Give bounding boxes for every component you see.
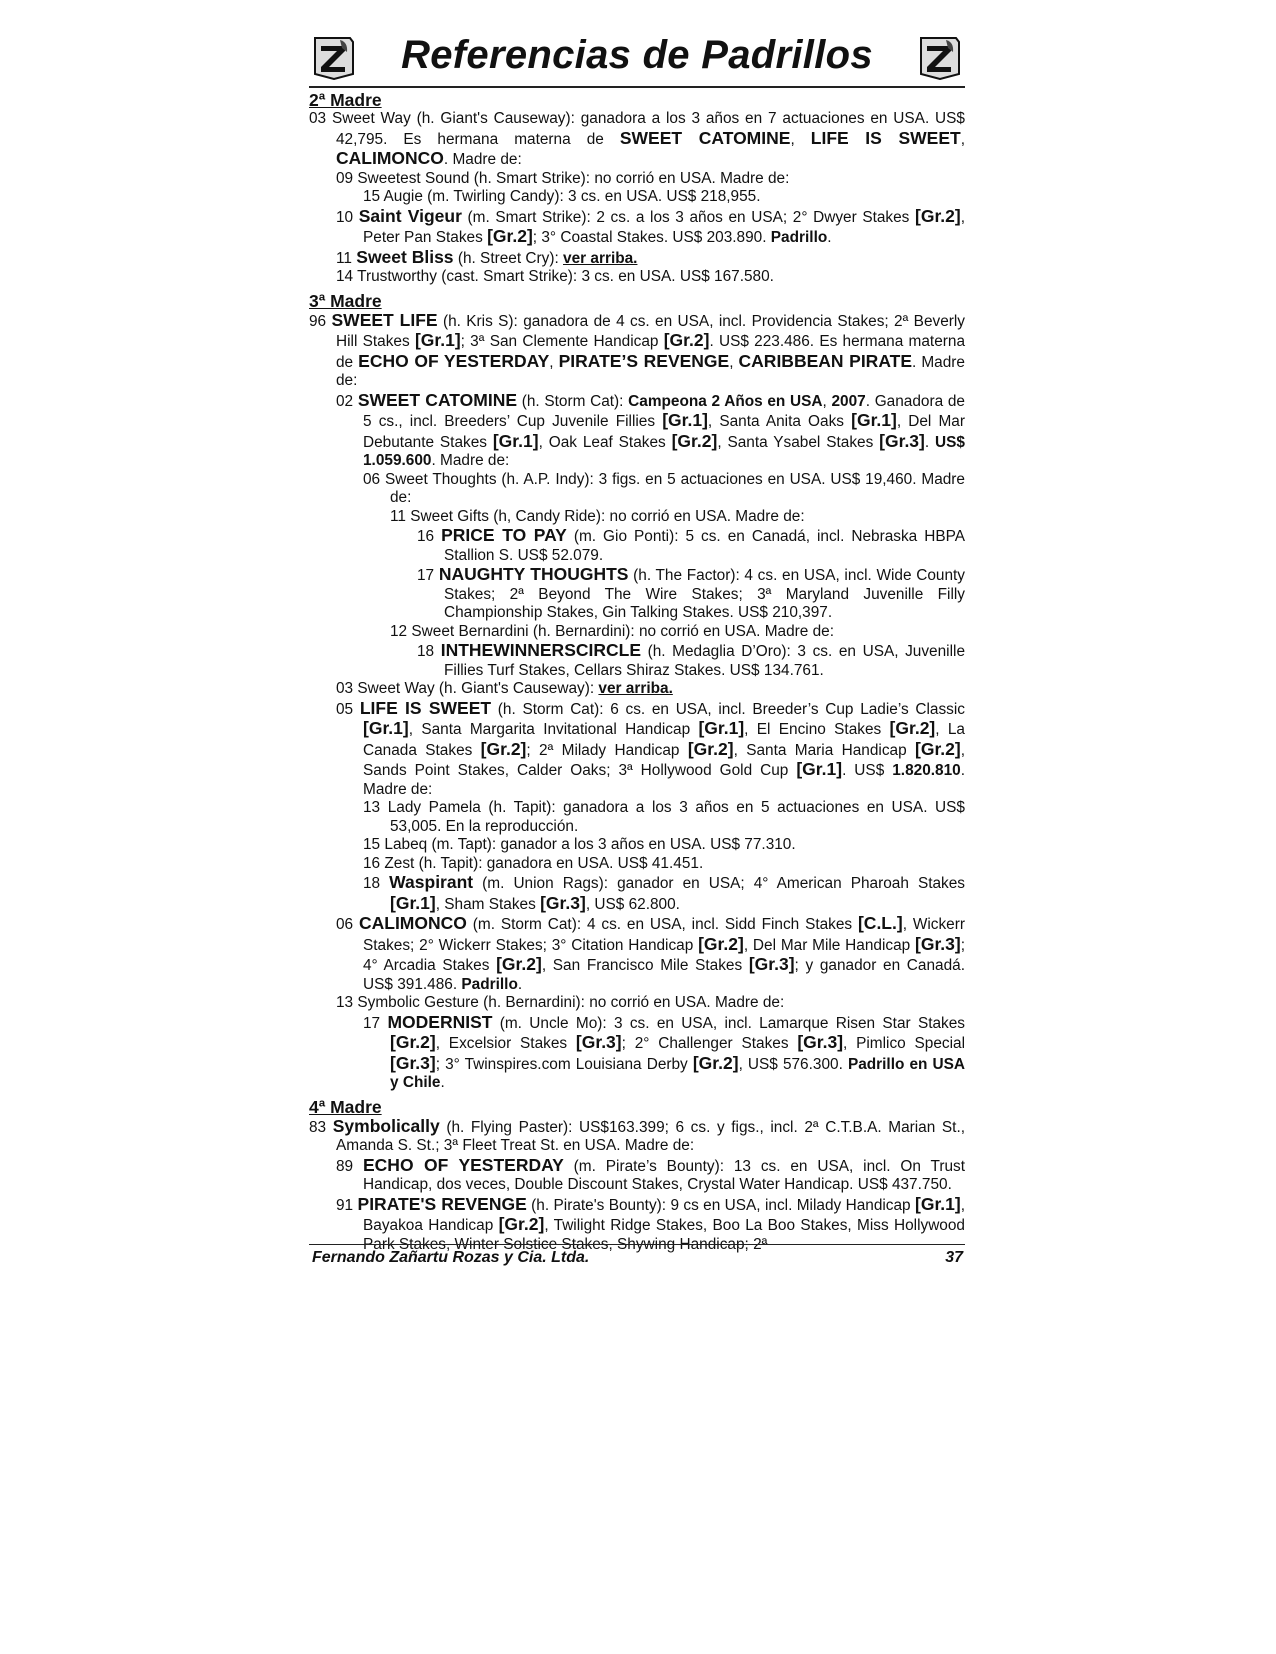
horse-name: Saint Vigeur [358, 205, 462, 226]
horse-name: SWEET LIFE [331, 309, 438, 330]
entry-text: , Excelsior Stakes [435, 1035, 576, 1052]
race-grade: [Gr.1] [851, 410, 897, 430]
entry-text: Padrillo [770, 229, 828, 246]
entry-text: , El Encino Stakes [744, 721, 890, 738]
race-grade: [Gr.2] [498, 1214, 545, 1234]
race-grade: [Gr.2] [480, 738, 527, 759]
pedigree-entry [309, 1156, 965, 1195]
pedigree-entry [309, 699, 965, 800]
race-grade: [C.L.] [857, 913, 903, 933]
race-grade: [Gr.2] [487, 226, 533, 246]
race-grade: [Gr.2] [687, 738, 734, 759]
entry-text: ; 3° Coastal Stakes. US$ 203.890. [532, 229, 771, 246]
horse-name: CALIMONCO [336, 148, 444, 168]
entry-text: 89 [336, 1157, 363, 1175]
horse-name: ECHO OF YESTERDAY [363, 1154, 564, 1175]
entry-text: (m. Union Rags): ganador en USA; 4° American Pharoah Stakes [473, 875, 965, 892]
entry-text: , [549, 353, 559, 371]
entry-text: , Bayakoa Handicap [363, 1196, 965, 1234]
pedigree-content [309, 90, 965, 1254]
entry-text: 05 [336, 700, 360, 718]
horse-name: CALIMONCO [358, 913, 467, 933]
horse-name: CARIBBEAN PIRATE [738, 350, 913, 371]
entry-text: (m. Smart Strike): 2 cs. a los 3 años en USA; 2° Dwyer Stakes [461, 208, 915, 226]
pedigree-entry [309, 799, 965, 836]
entry-text: 11 [336, 249, 357, 267]
entry-text: ; 2° Challenger Stakes [621, 1035, 798, 1052]
pedigree-entry [309, 623, 965, 642]
entry-text: . [924, 433, 936, 451]
entry-text: 13 Lady Pamela (h. Tapit): ganadora a los 3 años en 5 actuaciones en USA. US$ 53,005. En la reproducción. [363, 799, 965, 835]
horse-name: Sweet Bliss [356, 246, 454, 267]
entry-text: 02 [336, 392, 358, 410]
entry-text: . Madre de: [363, 762, 965, 798]
pedigree-entry [309, 170, 965, 189]
entry-text: 14 Trustworthy (cast. Smart Strike): 3 cs. en USA. US$ 167.580. [336, 268, 774, 285]
horse-name: LIFE IS SWEET [810, 127, 961, 148]
entry-text: 91 [336, 1196, 358, 1214]
entry-text: 15 Labeq (m. Tapt): ganador a los 3 años en USA. US$ 77.310. [363, 836, 796, 853]
entry-text: Campeona 2 Años en USA [628, 392, 823, 410]
race-grade: [Gr.2] [889, 718, 936, 738]
horse-head-shield-icon [918, 34, 962, 80]
entry-text: . [440, 1074, 445, 1091]
entry-text: 2007 [831, 392, 866, 410]
race-grade: [Gr.1] [390, 892, 436, 913]
entry-text: 16 Zest (h. Tapit): ganadora en USA. US$ 41.451. [363, 854, 704, 872]
race-grade: [Gr.1] [698, 718, 745, 738]
race-grade: [Gr.3] [748, 954, 795, 974]
horse-name: SWEET CATOMINE [357, 389, 518, 410]
cross-reference: ver arriba. [598, 680, 673, 697]
entry-text: ; 4° Arcadia Stakes [363, 936, 965, 974]
horse-name: INTHEWINNERSCIRCLE [440, 640, 642, 660]
entry-text: , Pimlico Special [843, 1035, 966, 1052]
race-grade: [Gr.2] [698, 933, 744, 954]
footer-company: Fernando Zañartu Rozas y Cia. Ltda. [312, 1249, 590, 1266]
entry-text: 06 [336, 916, 359, 933]
entry-text: , Sham Stakes [435, 895, 541, 913]
pedigree-entry [309, 855, 965, 874]
entry-text: ; 3ª San Clemente Handicap [460, 333, 664, 350]
race-grade: [Gr.2] [390, 1032, 436, 1052]
entry-text: 06 Sweet Thoughts (h. A.P. Indy): 3 figs. en 5 actuaciones en USA. US$ 19,460. Madre de: [363, 470, 965, 506]
entry-text: , Oak Leaf Stakes [538, 433, 672, 451]
section-heading: 2ª Madre [309, 90, 382, 110]
entry-text: . US$ 223.486. Es hermana materna de [336, 333, 965, 371]
entry-text: (h. Medaglia D’Oro): 3 cs. en USA, Juvenille Fillies Turf Stakes, Cellars Shiraz Stakes. US$ 134.761. [444, 643, 965, 679]
pedigree-entry [309, 248, 965, 269]
horse-name: MODERNIST [387, 1011, 493, 1032]
horse-name: PRICE TO PAY [441, 525, 567, 545]
race-grade: [Gr.1] [492, 430, 539, 451]
entry-text: (h. Flying Paster): US$163.399; 6 cs. y figs., incl. 2ª C.T.B.A. Marian St., Amanda S. St.; 3ª Fleet Treat St. en USA. Madre de: [336, 1118, 965, 1154]
entry-text: (m. Storm Cat): 4 cs. en USA, incl. Sidd Finch Stakes [466, 916, 858, 933]
pedigree-entry [309, 836, 965, 855]
entry-text: (h. Kris S): ganadora de 4 cs. en USA, incl. Providencia Stakes; 2ª Beverly Hill Stakes [336, 312, 965, 350]
page-header [309, 28, 965, 88]
entry-text: . Madre de: [336, 353, 965, 389]
entry-text: 96 [309, 312, 332, 330]
race-grade: [Gr.3] [575, 1032, 622, 1052]
entry-text: , Peter Pan Stakes [363, 208, 965, 246]
entry-text: , Santa Ysabel Stakes [717, 433, 880, 451]
entry-text: , Santa Anita Oaks [707, 413, 852, 430]
pedigree-entry [309, 110, 965, 170]
entry-text: (m. Pirate’s Bounty): 13 cs. en USA, incl. On Trust Handicap, dos veces, Double Discount Stakes, Crystal Water Handicap. US$ 437.750. [363, 1157, 965, 1193]
horse-name: NAUGHTY THOUGHTS [438, 564, 629, 584]
entry-text: 15 Augie (m. Twirling Candy): 3 cs. en USA. US$ 218,955. [363, 188, 761, 205]
race-grade: [Gr.3] [915, 933, 961, 954]
entry-text: 11 Sweet Gifts (h, Candy Ride): no corrió en USA. Madre de: [390, 507, 805, 525]
pedigree-entry [309, 268, 965, 287]
entry-text: (h. Storm Cat): 6 cs. en USA, incl. Breeder’s Cup Ladie’s Classic [491, 700, 965, 718]
pedigree-entry [309, 311, 965, 391]
pedigree-entry [309, 526, 965, 565]
race-grade: [Gr.3] [797, 1032, 844, 1052]
entry-text: 18 [363, 875, 390, 892]
pedigree-entry [309, 873, 965, 914]
entry-text: , US$ 62.800. [585, 895, 680, 913]
entry-text: , Santa Margarita Invitational Handicap [408, 721, 699, 738]
pedigree-entry [309, 188, 965, 207]
entry-text: ; 3° Twinspires.com Louisiana Derby [435, 1055, 693, 1073]
entry-text: , Sands Point Stakes, Calder Oaks; 3ª Hollywood Gold Cup [363, 741, 965, 779]
race-grade: [Gr.2] [663, 330, 710, 350]
entry-text: Padrillo [461, 975, 518, 993]
entry-text: (h. Pirate's Bounty): 9 cs en USA, incl. Milady Handicap [526, 1196, 915, 1214]
page-title: Referencias de Padrillos [401, 33, 873, 77]
horse-name: Waspirant [389, 872, 474, 892]
entry-text: , [729, 353, 739, 371]
entry-text: 09 Sweetest Sound (h. Smart Strike): no corrió en USA. Madre de: [336, 169, 790, 187]
entry-text: (m. Uncle Mo): 3 cs. en USA, incl. Lamarque Risen Star Stakes [492, 1014, 965, 1032]
pedigree-entry [309, 471, 965, 508]
race-grade: [Gr.2] [671, 430, 718, 451]
entry-text: , [960, 130, 965, 148]
race-grade: [Gr.1] [915, 1193, 961, 1214]
section-heading: 4ª Madre [309, 1096, 382, 1117]
entry-text: 83 [309, 1118, 333, 1136]
pedigree-entry [309, 207, 965, 248]
document-page [309, 28, 965, 1254]
page-footer [309, 1244, 965, 1269]
entry-text: 13 Symbolic Gesture (h. Bernardini): no corrió en USA. Madre de: [336, 994, 785, 1011]
entry-text: , La Canada Stakes [363, 721, 965, 759]
race-grade: [Gr.3] [540, 892, 586, 913]
horse-name: ECHO OF YESTERDAY [358, 350, 550, 371]
pedigree-entry [309, 914, 965, 994]
race-grade: [Gr.2] [915, 205, 961, 226]
race-grade: [Gr.3] [879, 430, 925, 451]
entry-text: 17 [363, 1014, 388, 1032]
race-grade: [Gr.1] [414, 330, 461, 350]
entry-text: , Twilight Ridge Stakes, Boo La Boo Stakes, Miss Hollywood Park Stakes, Winter Solstice Stakes, Shywing Handicap; 2ª [363, 1217, 965, 1253]
entry-text: 17 [417, 567, 439, 584]
entry-text: , US$ 576.300. [738, 1055, 848, 1073]
horse-name: PIRATE'S REVENGE [357, 1193, 527, 1214]
race-grade: [Gr.1] [363, 718, 409, 738]
race-grade: [Gr.2] [496, 954, 542, 974]
race-grade: [Gr.3] [390, 1052, 436, 1073]
pedigree-entry [309, 680, 965, 699]
section-heading: 3ª Madre [309, 290, 382, 311]
race-grade: [Gr.1] [662, 410, 708, 430]
pedigree-entry [309, 391, 965, 471]
entry-text: , [822, 392, 832, 410]
entry-text: Padrillo en USA y Chile [390, 1055, 966, 1091]
entry-text: , Del Mar Debutante Stakes [363, 413, 965, 451]
entry-text: , Del Mar Mile Handicap [743, 936, 915, 954]
entry-text: (m. Gio Ponti): 5 cs. en Canadá, incl. Nebraska HBPA Stallion S. US$ 52.079. [444, 528, 965, 564]
pedigree-entry [309, 508, 965, 527]
entry-text: . Ganadora de 5 cs., incl. Breeders’ Cup Juvenile Fillies [363, 392, 965, 430]
pedigree-entry [309, 1117, 965, 1156]
entry-text: , Wickerr Stakes; 2° Wickerr Stakes; 3° Citation Handicap [363, 916, 965, 954]
horse-name: SWEET CATOMINE [619, 127, 791, 148]
entry-text: . Madre de: [443, 151, 522, 168]
race-grade: [Gr.2] [915, 738, 961, 759]
horse-name: Symbolically [332, 1115, 440, 1136]
entry-text: , Santa Maria Handicap [733, 741, 915, 759]
cross-reference: ver arriba. [563, 249, 638, 267]
pedigree-entry [309, 994, 965, 1013]
entry-text: US$ 1.059.600 [363, 433, 965, 469]
entry-text: . US$ [842, 762, 893, 779]
entry-text: . [827, 229, 832, 246]
entry-text: , San Francisco Mile Stakes [541, 957, 749, 974]
pedigree-entry [309, 1013, 965, 1093]
entry-text: (h. The Factor): 4 cs. en USA, incl. Wide County Stakes; 2ª Beyond The Wire Stakes; 3ª Maryland Juvenille Filly Championship Stakes, Gin Talking Stakes. US$ 210,397. [444, 567, 965, 621]
entry-text: 18 [417, 643, 441, 660]
entry-text: . [517, 975, 523, 993]
entry-text: 12 Sweet Bernardini (h. Bernardini): no corrió en USA. Madre de: [390, 622, 834, 640]
entry-text: 16 [417, 528, 442, 545]
entry-text: , [790, 130, 811, 148]
race-grade: [Gr.2] [692, 1052, 739, 1073]
entry-text: ; y ganador en Canadá. US$ 391.486. [363, 957, 965, 993]
horse-name: LIFE IS SWEET [359, 697, 492, 718]
race-grade: [Gr.1] [796, 759, 843, 779]
page-number: 37 [945, 1249, 963, 1266]
pedigree-entry [309, 641, 965, 680]
entry-text: 03 Sweet Way (h. Giant's Causeway): ganadora a los 3 años en 7 actuaciones en USA. US$ 42,795. Es hermana materna de [309, 110, 965, 148]
pedigree-entry [309, 565, 965, 623]
entry-text: (h. Street Cry): [453, 249, 564, 267]
entry-text: 03 Sweet Way (h. Giant's Causeway): [336, 680, 599, 697]
entry-text: 1.820.810 [892, 762, 961, 779]
entry-text: . Madre de: [431, 452, 510, 469]
entry-text: ; 2ª Milady Handicap [526, 741, 688, 759]
entry-text: (h. Storm Cat): [517, 392, 629, 410]
entry-text: 10 [336, 208, 359, 226]
horse-name: PIRATE’S REVENGE [558, 350, 730, 371]
